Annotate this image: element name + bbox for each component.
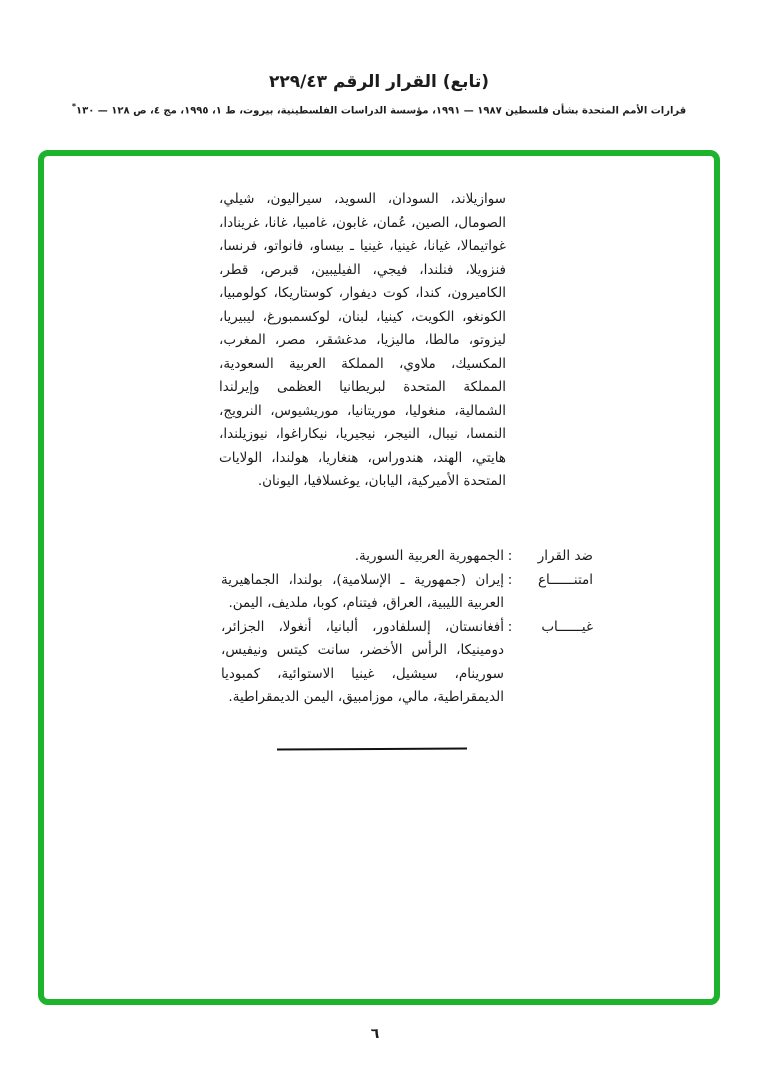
in-favor-countries-paragraph: سوازيلاند، السودان، السويد، سيراليون، شيلي، الصومال، الصين، عُمان، غابون، غامبيا، غانا، غرينادا، غواتيمالا، غيانا، غينيا، غينيا ـ بيساو، فانواتو، فرنسا، فنزويلا، فنلندا، فيجي، الفيليبين، قبرص، قطر، الكاميرون، كندا، كوت ديفوار، كوستاريكا، كولومبيا، الكونغو، الكويت، كينيا، لبنان، لوكسمبورغ، ليبيريا، ليزوتو، مالطا، ماليزيا، مدغشقر، مصر، المغرب، المكسيك، ملاوي، المملكة العربية السعودية، المملكة المتحدة لبريطانيا العظمى وإيرلندا الشمالية، منغوليا، موريتانيا، موريشيوس، النرويج، النمسا، نيبال، النيجر، نيجيريا، نيكاراغوا، نيوزيلندا، هايتي، الهند، هندوراس، هنغاريا، هولندا، الولايات المتحدة الأميركية، اليابان، يوغسلافيا، اليونان. [219,191,506,489]
vote-separator: : [507,571,513,588]
page-header [0,70,758,118]
vote-separator: : [507,618,513,635]
vote-content-against: الجمهورية العربية السورية. [354,548,504,564]
vote-result-rows [221,545,593,710]
vote-row-absent [221,616,593,710]
vote-content-absent: أفغانستان، إلسلفادور، ألبانيا، أنغولا، الجزائر، دومينيكا، الرأس الأخضر، سانت كيتس ونيفيس، سورينام، سيشيل، غينيا الاستوائية، كمبوديا الديمقراطية، مالي، موزامبيق، اليمن الديمقراطية. [221,618,504,705]
resolution-body [44,156,714,999]
vote-content-abstain: إيران (جمهورية ـ الإسلامية)، بولندا، الجماهيرية العربية الليبية، العراق، فيتنام، كوبا، ملديف، اليمن. [221,571,504,611]
green-annotation-box [38,150,720,1005]
vote-label-absent: غيــــــاب [541,618,593,635]
vote-row-abstain [221,569,593,616]
footnote-mark: * [71,102,76,111]
footnote-divider-rule [277,748,467,751]
source-citation-text: قرارات الأمم المتحدة بشأن فلسطين ١٩٨٧ — ١٩٩١، مؤسسة الدراسات الفلسطينية، بيروت، ط ١، ١٩٩٥، مج ٤، ص ١٢٨ — ١٣٠ [76,105,687,117]
vote-row-against [221,545,593,569]
source-citation-line [0,100,758,118]
vote-separator: : [507,548,513,564]
resolution-title: (تابع) القرار الرقم ٢٢٩/٤٣ [268,72,490,92]
page-number: ٦ [370,1026,380,1042]
vote-label-against: ضد القرار [537,548,593,564]
vote-label-abstain: امتنــــــاع [537,571,593,588]
